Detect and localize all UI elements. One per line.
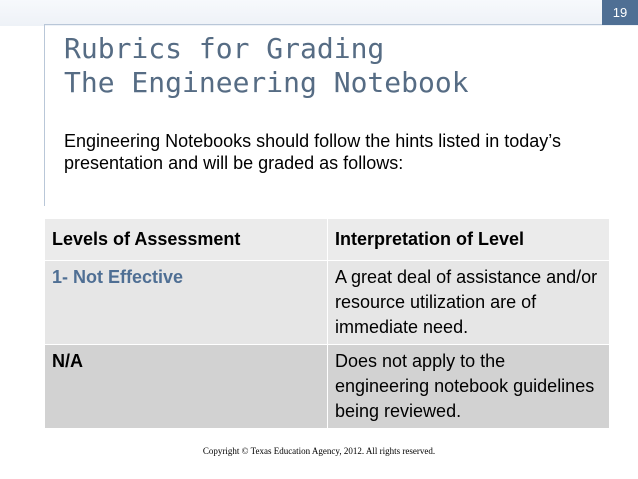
top-band bbox=[0, 0, 638, 26]
left-rule bbox=[44, 24, 45, 206]
title-line-2: The Engineering Notebook bbox=[64, 66, 469, 99]
table-row bbox=[45, 261, 610, 345]
top-rule bbox=[44, 24, 638, 25]
slide-title bbox=[64, 32, 469, 100]
table-row bbox=[45, 345, 610, 429]
header-levels: Levels of Assessment bbox=[45, 219, 328, 261]
level-cell: N/A bbox=[45, 345, 328, 429]
copyright-footer: Copyright © Texas Education Agency, 2012. All rights reserved. bbox=[202, 446, 436, 456]
title-line-1: Rubrics for Grading bbox=[64, 32, 385, 65]
header-interpretation: Interpretation of Level bbox=[328, 219, 610, 261]
interpretation-cell: A great deal of assistance and/or resource utilization are of immediate need. bbox=[328, 261, 610, 345]
slide-number: 19 bbox=[602, 0, 638, 25]
slide-subtitle: Engineering Notebooks should follow the hints listed in today’s presentation and will be graded as follows: bbox=[64, 131, 561, 173]
interpretation-cell: Does not apply to the engineering notebook guidelines being reviewed. bbox=[328, 345, 610, 429]
level-cell: 1- Not Effective bbox=[45, 261, 328, 345]
rubric-table bbox=[44, 218, 610, 429]
table-header-row bbox=[45, 219, 610, 261]
